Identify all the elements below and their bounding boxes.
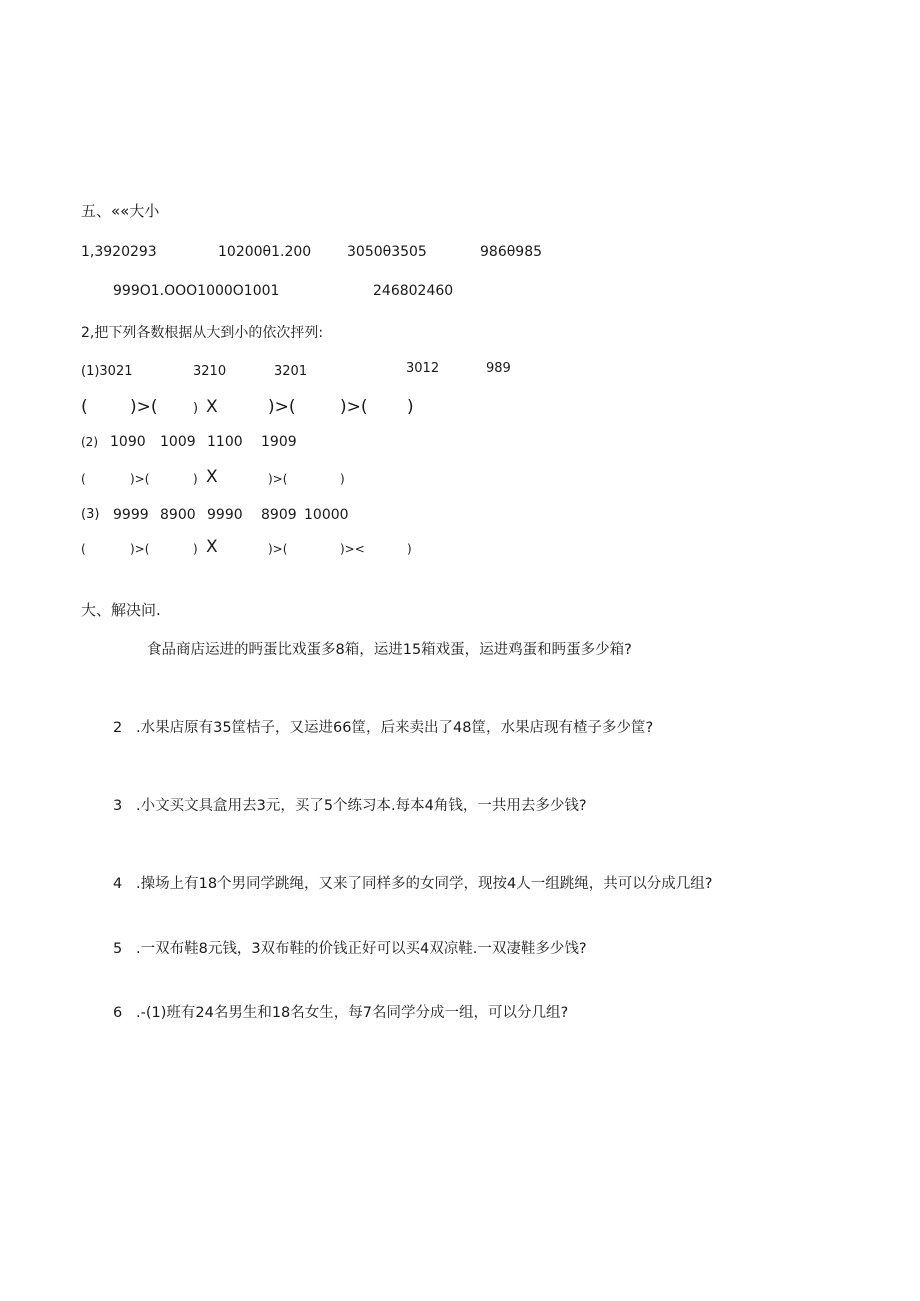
- task2-title: 2,把下列各数根据从大到小的依次抨列:: [81, 325, 324, 341]
- group3-number: 9990: [207, 507, 243, 523]
- question-text: 食品商店运进的眄蛋比戏蛋多8箱，运进15箱戏蛋，运进鸡蛋和眄蛋多少箱?: [147, 642, 632, 658]
- blank-paren: )>(: [268, 397, 296, 417]
- question-text: .小文买文具盒用去3元，买了5个练习本.每本4角钱，一共用去多少钱?: [136, 798, 587, 814]
- question-number: 2: [113, 720, 123, 736]
- group2-number: 1090: [110, 434, 146, 450]
- blank-paren: )>(: [268, 472, 288, 486]
- group3-number: 9999: [113, 507, 149, 523]
- blank-paren: (: [81, 397, 88, 417]
- question-text: .水果店原有35筐桔子，又运进66筐，后来卖出了48筐，水果店现有楂子多少筐?: [136, 720, 654, 736]
- question-number: 4: [113, 876, 123, 892]
- group1-number: 3210: [193, 364, 227, 379]
- blank-paren: )>(: [268, 542, 288, 556]
- blank-paren: ): [340, 472, 345, 486]
- group3-label: (3): [81, 507, 100, 522]
- blank-paren: (: [81, 472, 86, 486]
- compare-item: 986θ985: [480, 244, 543, 260]
- group1-number: 3012: [406, 361, 440, 376]
- group2-number: 1009: [160, 434, 196, 450]
- blank-paren: )><: [340, 542, 365, 556]
- group2-number: 1909: [261, 434, 297, 450]
- blank-paren: )>(: [130, 397, 158, 417]
- compare-item: 10200θ1.200: [218, 244, 312, 260]
- blank-paren: (: [81, 542, 86, 556]
- blank-paren: ): [407, 397, 414, 417]
- group1-number: 3201: [274, 364, 308, 379]
- question-text: .操场上有18个男同学跳绳，又来了同样多的女同学，现按4人一组跳绳，共可以分成几组?: [136, 876, 713, 892]
- question-number: 6: [113, 1005, 123, 1021]
- group3-number: 8909: [261, 507, 297, 523]
- question-text: .一双布鞋8元钱，3双布鞋的价钱正好可以买4双凉鞋.一双凄鞋多少饯?: [136, 941, 587, 957]
- compare-item: 999O1.OOO1000O1001: [113, 283, 280, 299]
- blank-x: X: [206, 467, 218, 487]
- blank-x: X: [206, 397, 218, 417]
- compare-item: 1,3920293: [81, 244, 157, 260]
- blank-paren: ): [193, 472, 198, 486]
- group1-label: (1)3021: [81, 364, 133, 379]
- section6-title: 大、解决问.: [81, 601, 161, 619]
- question-number: 5: [113, 941, 123, 957]
- question-text: .-(1)班有24名男生和18名女生，每7名同学分成一组，可以分几组?: [136, 1005, 569, 1021]
- group1-number: 989: [486, 361, 511, 376]
- question-number: 3: [113, 798, 123, 814]
- group3-number: 8900: [160, 507, 196, 523]
- group2-number: 1100: [207, 434, 243, 450]
- blank-paren: )>(: [340, 397, 368, 417]
- group3-number: 10000: [304, 507, 349, 523]
- compare-item: 246802460: [373, 283, 454, 299]
- group2-label: (2): [81, 435, 98, 449]
- blank-paren: )>(: [130, 472, 150, 486]
- blank-paren: ): [193, 401, 199, 416]
- blank-paren: ): [407, 542, 412, 556]
- section5-title: 五、««大小: [81, 202, 160, 220]
- blank-paren: )>(: [130, 542, 150, 556]
- blank-paren: ): [193, 542, 198, 556]
- blank-x: X: [206, 537, 218, 557]
- compare-item: 3050θ3505: [347, 244, 427, 260]
